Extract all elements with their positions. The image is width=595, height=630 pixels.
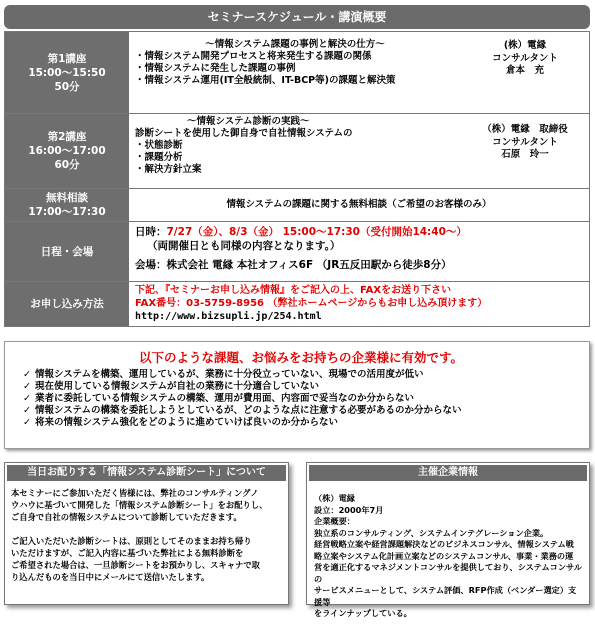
schedule-banner: セミナースケジュール・講演概要 [4,5,590,29]
lecture2-label-cell [5,114,129,188]
problem-item [23,393,579,405]
organizer-established: 設立：2000年7月 [314,504,384,515]
venue-place: 会場：株式会社 電縁 本社オフィス6F （JR五反田駅から徒歩8分） [135,259,452,271]
lecture1-time: 15:00～15:50 [28,66,106,79]
problem-text: 現在使用している情報システムが自社の業務に十分適合していない [35,381,320,392]
speaker-role: コンサルタント [492,136,558,148]
text-line: ウハウに基づいて開発した「情報システム診断シート」をお配りし、 [11,500,268,510]
problem-item [23,369,579,381]
organizer-box-body [307,483,589,630]
speaker-name: 石原 玲一 [501,149,549,160]
organizer-box [306,462,590,618]
apply-row [5,282,589,326]
speaker-company: （株）電縁 取締役 [482,124,568,135]
problems-heading: 以下のような課題、お悩みをお持ちの企業様に有効です。 [138,350,463,365]
text-line: 独立系のコンサルティング、システムインテグレーション企業。 [314,527,549,538]
diagnosis-para2 [11,535,282,583]
venue-label-cell [5,222,129,281]
speaker-company: (株）電縁 [503,40,547,51]
lecture1-content [129,32,461,113]
consult-label: 無料相談 [46,192,88,204]
apply-url-link[interactable]: http://www.bizsupli.jp/254.html [135,311,322,322]
lecture2-bullet: ・解決方針立案 [135,164,202,175]
check-icon: ✓ [23,369,31,380]
lecture2-subtitle: ～情報システム診断の実践～ [187,116,310,127]
date-text: 7/27（金）、8/3（金） 15:00～17:30（受付開始14:40～） [166,226,467,238]
diagnosis-para1 [11,487,282,523]
problem-text: 情報システムの構築を委託しようとしているが、どのような点に注意する必要があるのか分からない [35,405,462,416]
lecture1-bullet: ・情報システム運用(IT全般統制、IT-BCP等)の課題と解決策 [135,75,396,86]
text-line: ご希望された場合は、一旦診断シートをお預かりし、スキャナで取 [11,560,260,570]
problem-item [23,405,579,417]
lecture2-speaker [461,114,589,188]
venue-row [5,222,589,282]
consult-label-cell [5,189,129,221]
venue-label: 日程・会場 [40,245,94,258]
venue-content [129,222,589,281]
speaker-role: コンサルタント [492,52,558,64]
text-line: 略立案やシステム化計画立案などのシステムコンサル、事業・業務の運 [314,550,574,561]
diagnosis-sheet-box [4,462,289,605]
text-line: 本セミナーにご参加いただく皆様には、弊社のコンサルティングノ [11,488,259,498]
organizer-overview-label: 企業概要： [314,516,355,526]
lecture2-label: 第2講座 [47,131,87,143]
text-line: をラインナップしている。 [314,608,412,618]
lecture1-label: 第1講座 [47,52,87,65]
check-icon: ✓ [23,405,31,416]
lecture2-bullet: ・課題分析 [135,152,183,163]
text-line: り込んだものを当日中にメールにて送信いたします。 [11,572,210,582]
diagnosis-box-title: 当日お配りする「情報システム診断シート」について [7,465,286,481]
text-line: 経営戦略立案や経営課題解決などのビジネスコンサル、情報システム戦 [314,539,574,549]
lecture2-duration: 60分 [54,159,80,171]
apply-fax: FAX番号：03-5759-8956 （弊社ホームページからもお申し込み頂けます） [135,298,488,309]
lecture2-bullet: ・状態診断 [135,140,183,151]
problem-text: 将来の情報システム強化をどのように進めていけば良いのか分からない [35,417,339,428]
apply-label: お申し込み方法 [30,298,104,310]
lecture1-speaker [461,32,589,113]
check-icon: ✓ [23,417,31,428]
lecture1-bullet: ・情報システム開発プロセスと将来発生する課題の関係 [135,51,372,62]
lecture1-subtitle: ～情報システム課題の事例と解決の仕方～ [205,39,385,50]
problems-box [4,341,590,449]
speaker-name: 倉本 充 [505,65,544,76]
problem-item [23,381,579,393]
lecture2-time: 16:00～17:00 [28,145,106,157]
lecture1-label-cell [5,32,129,113]
apply-label-cell [5,282,129,326]
problem-text: 業者に委託している情報システムの構築、運用が費用面、内容面で妥当なのか分からない [35,393,415,404]
organizer-overview [314,528,582,620]
apply-line1: 下記、『セミナーお申し込み情報』をご記入の上、FAXをお送り下さい [135,285,452,296]
lecture1-duration: 50分 [54,80,80,93]
check-icon: ✓ [23,393,31,404]
consult-row [5,189,589,222]
lecture1-row [5,32,589,114]
lecture2-row [5,114,589,189]
text-line: 営を適正化するマネジメントコンサルを提供しており、システムコンサルの [314,562,582,584]
text-line: ご記入いただいた診断シートは、原則としてそのままお持ち帰り [11,536,252,546]
text-line: いただけますが、ご記入内容に基づいた弊社による無料診断を [11,548,244,558]
lecture2-content [129,114,461,188]
organizer-name: （株）電縁 [314,493,355,503]
lecture2-intro: 診断シートを使用した御自身で自社情報システムの [135,128,353,139]
date-note: （両開催日とも同様の内容となります。） [147,240,341,252]
consult-time: 17:00～17:30 [28,206,106,218]
problem-item [23,417,579,429]
text-line: ご自身で自社の情報システムについて診断していただきます。 [11,512,242,522]
organizer-box-title: 主催企業情報 [309,465,587,481]
text-line: サービスメニューとして、システム評価、RFP作成（ベンダー選定）支援等 [314,585,577,607]
check-icon: ✓ [23,381,31,392]
apply-content [129,282,589,326]
consult-text: 情報システムの課題に関する無料相談（ご希望のお客様のみ） [226,199,492,210]
diagnosis-box-body [5,483,288,599]
schedule-table [4,31,590,327]
problem-text: 情報システムを構築、運用しているが、業務に十分役立っていない、現場での活用度が低い [35,369,424,380]
date-prefix: 日時： [135,226,167,238]
lecture1-bullet: ・情報システムに発生した課題の事例 [135,63,296,74]
